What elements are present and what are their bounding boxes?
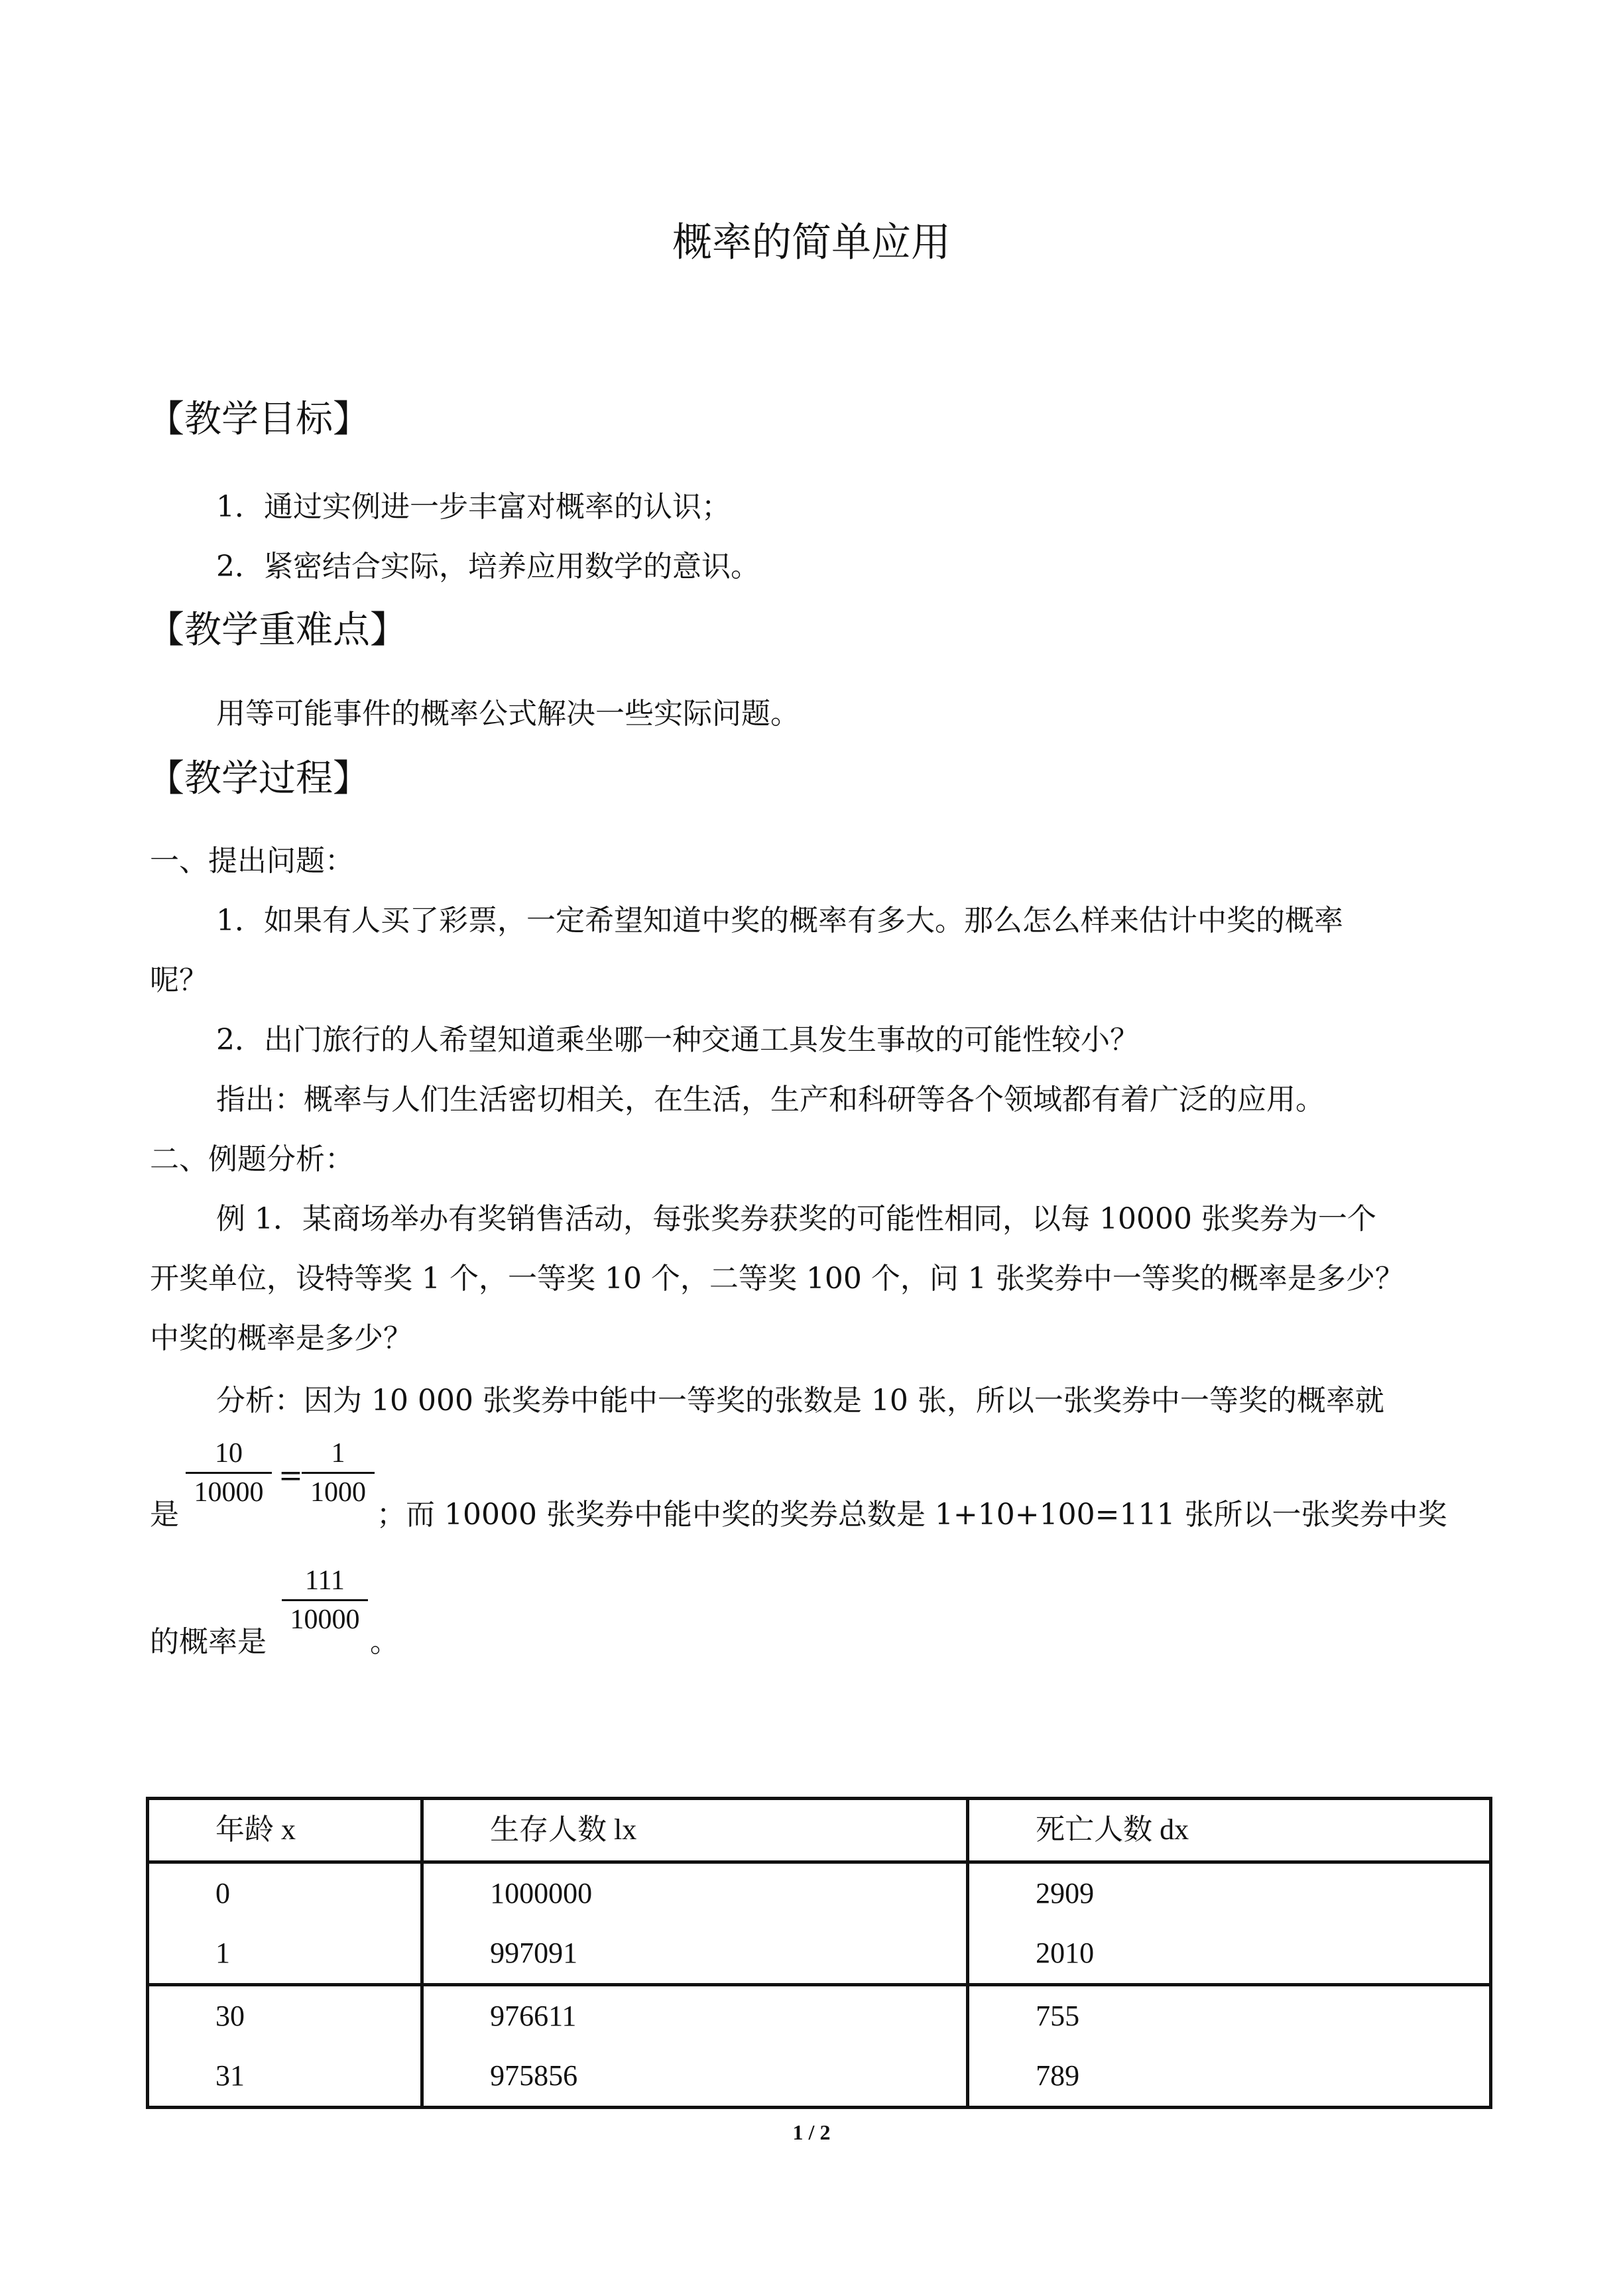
cell-age: 31	[215, 2059, 245, 2092]
table-header-cell	[422, 1799, 968, 1862]
fraction-1-over-1000	[302, 1437, 375, 1508]
header-age: 年龄 x	[215, 1813, 296, 1846]
goal-2: 2．紧密结合实际，培养应用数学的意识。	[216, 550, 760, 583]
table-row	[148, 1862, 1491, 1985]
note: 指出：概率与人们生活密切相关，在生活，生产和科研等各个领域都有着广泛的应用。	[216, 1083, 1325, 1117]
table-header-row	[148, 1799, 1491, 1862]
fraction-10-over-10000	[186, 1437, 272, 1508]
example-1-line2: 开奖单位，设特等奖 1 个，一等奖 10 个，二等奖 100 个，问 1 张奖券中一等奖的概率是多少？	[150, 1262, 1404, 1296]
fraction-bar	[282, 1599, 368, 1601]
cell-survivors: 976611	[490, 2000, 577, 2032]
fraction-numerator: 1	[331, 1438, 345, 1469]
fraction-111-over-10000	[282, 1565, 368, 1636]
example-1-line1: 例 1．某商场举办有奖销售活动，每张奖券获奖的可能性相同，以每 10000 张奖券为一个	[216, 1202, 1376, 1236]
question-1-line1: 1．如果有人买了彩票，一定希望知道中奖的概率有多大。那么怎么样来估计中奖的概率	[216, 904, 1343, 937]
equals-sign: =	[278, 1459, 303, 1492]
table-cell	[422, 1985, 968, 2108]
table-header-cell	[148, 1799, 422, 1862]
table-cell	[968, 1862, 1491, 1985]
fraction-numerator: 111	[305, 1565, 345, 1596]
goal-1: 1．通过实例进一步丰富对概率的认识；	[216, 490, 731, 524]
fraction-bar	[302, 1472, 375, 1474]
fraction-bar	[186, 1472, 272, 1474]
analysis-line3-suffix: 。	[370, 1625, 399, 1659]
page-number: 1 / 2	[792, 2120, 831, 2144]
life-table	[146, 1797, 1492, 2109]
cell-survivors: 975856	[490, 2059, 578, 2092]
process-heading: 【教学过程】	[147, 757, 370, 800]
fraction-denominator: 10000	[194, 1477, 264, 1508]
table-header-cell	[968, 1799, 1491, 1862]
table-cell	[148, 1985, 422, 2108]
cell-survivors: 1000000	[490, 1877, 593, 1909]
difficulty-heading: 【教学重难点】	[147, 609, 407, 652]
cell-survivors: 997091	[490, 1937, 578, 1969]
cell-age: 0	[215, 1877, 230, 1909]
cell-age: 1	[215, 1937, 230, 1969]
table-cell	[422, 1862, 968, 1985]
question-2: 2．出门旅行的人希望知道乘坐哪一种交通工具发生事故的可能性较小？	[216, 1023, 1139, 1057]
analysis-line2: ；而 10000 张奖券中能中奖的奖券总数是 1+10+100=111 张所以一张奖券中奖	[377, 1498, 1447, 1532]
header-deaths: 死亡人数 dx	[1036, 1813, 1189, 1846]
part2-title: 二、例题分析：	[150, 1142, 354, 1176]
difficulty-text: 用等可能事件的概率公式解决一些实际问题。	[216, 697, 800, 731]
analysis-line1: 分析：因为 10 000 张奖券中能中一等奖的张数是 10 张，所以一张奖券中一等奖的概率就	[216, 1384, 1384, 1418]
page-title: 概率的简单应用	[672, 219, 951, 266]
table-cell	[148, 1862, 422, 1985]
example-1-line3: 中奖的概率是多少？	[150, 1321, 412, 1355]
part1-title: 一、提出问题：	[150, 844, 354, 878]
table-row	[148, 1985, 1491, 2108]
analysis-line3-prefix: 的概率是	[150, 1625, 267, 1659]
cell-age: 30	[215, 2000, 245, 2032]
fraction-denominator: 1000	[310, 1477, 366, 1508]
cell-deaths: 789	[1036, 2059, 1080, 2092]
analysis-is: 是	[150, 1498, 179, 1532]
cell-deaths: 2010	[1036, 1937, 1095, 1969]
goals-heading: 【教学目标】	[147, 398, 370, 441]
question-1-line2: 呢？	[150, 963, 208, 997]
cell-deaths: 755	[1036, 2000, 1080, 2032]
fraction-denominator: 10000	[290, 1604, 360, 1635]
cell-deaths: 2909	[1036, 1877, 1095, 1909]
fraction-numerator: 10	[215, 1438, 243, 1469]
header-survivors: 生存人数 lx	[490, 1813, 637, 1846]
table-cell	[968, 1985, 1491, 2108]
